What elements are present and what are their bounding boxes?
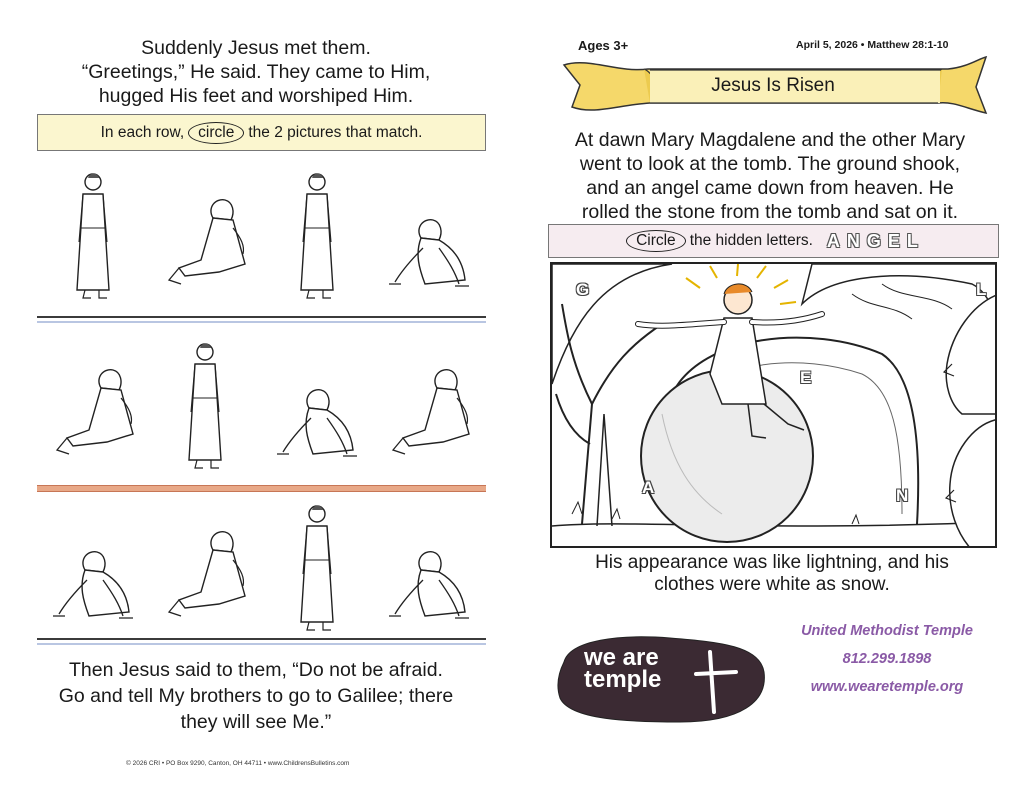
verse-top bbox=[30, 36, 482, 108]
figure-standing bbox=[301, 506, 333, 631]
verse-line: “Greetings,” He said. They came to Him, bbox=[81, 61, 431, 83]
verse-right bbox=[548, 128, 992, 224]
verse-line: and an angel came down from heaven. He bbox=[586, 177, 954, 199]
verse-line: they will see Me.” bbox=[180, 711, 332, 733]
verse-line: At dawn Mary Magdalene and the other Mary bbox=[574, 129, 966, 151]
copyright-notice: © 2026 CRI • PO Box 9290, Canton, OH 44711 • www.ChildrensBulletins.com bbox=[126, 760, 350, 767]
caption-line: clothes were white as snow. bbox=[654, 574, 890, 595]
row-divider bbox=[37, 316, 486, 323]
church-phone: 812.299.1898 bbox=[842, 651, 932, 667]
verse-line: Then Jesus said to them, “Do not be afraid. bbox=[69, 659, 443, 681]
title: Jesus Is Risen bbox=[711, 75, 835, 96]
verse-line: rolled the stone from the tomb and sat on it. bbox=[581, 201, 959, 223]
figure-standing bbox=[77, 174, 109, 299]
figure-standing bbox=[301, 174, 333, 299]
row-figures bbox=[37, 160, 486, 310]
row-figures bbox=[37, 330, 486, 480]
logo-line: temple bbox=[584, 666, 662, 693]
hidden-letter: L bbox=[976, 280, 987, 299]
church-name: United Methodist Temple bbox=[801, 623, 973, 639]
row-divider bbox=[37, 638, 486, 645]
ages-label: Ages 3+ bbox=[578, 38, 629, 53]
circle-word: circle bbox=[188, 122, 244, 144]
verse-line: Suddenly Jesus met them. bbox=[141, 37, 371, 59]
date-reference: April 5, 2026 • Matthew 28:1-10 bbox=[796, 39, 949, 51]
right-page bbox=[512, 0, 1024, 791]
instruction-before: In each row, bbox=[100, 123, 185, 141]
verse-line: went to look at the tomb. The ground shook, bbox=[579, 153, 961, 175]
circle-word: Circle bbox=[626, 230, 686, 252]
caption-line: His appearance was like lightning, and his bbox=[595, 552, 949, 573]
match-row-1 bbox=[37, 160, 486, 310]
instruction-after: the hidden letters. bbox=[689, 232, 813, 249]
target-letters: ANGEL bbox=[826, 230, 925, 251]
figure-kneeling bbox=[169, 200, 245, 284]
figure-bowing bbox=[389, 220, 469, 286]
hidden-letters-box bbox=[548, 224, 999, 258]
logo-line: we are bbox=[584, 644, 659, 671]
figure-kneeling bbox=[393, 370, 469, 454]
logo-text bbox=[584, 644, 662, 693]
figure-standing bbox=[189, 344, 221, 469]
verse-line: Go and tell My brothers to go to Galilee; there bbox=[58, 685, 454, 707]
row-divider bbox=[37, 485, 486, 492]
row-figures bbox=[37, 492, 486, 642]
angel-tomb-illustration bbox=[550, 262, 997, 548]
scene-caption bbox=[548, 552, 996, 596]
hidden-letter: A bbox=[642, 478, 655, 497]
hidden-letter: G bbox=[576, 280, 590, 299]
figure-kneeling bbox=[169, 532, 245, 616]
church-website: www.wearetemple.org bbox=[810, 679, 964, 695]
hidden-letter: N bbox=[896, 486, 909, 505]
match-instruction-box bbox=[37, 114, 486, 151]
match-row-2 bbox=[37, 330, 486, 480]
tomb-scene-drawing bbox=[552, 264, 997, 548]
figure-bowing bbox=[53, 552, 133, 618]
instruction-after: the 2 pictures that match. bbox=[248, 123, 423, 141]
match-row-3 bbox=[37, 492, 486, 642]
verse-line: hugged His feet and worshiped Him. bbox=[98, 85, 414, 107]
figure-kneeling bbox=[57, 370, 133, 454]
figure-bowing bbox=[389, 552, 469, 618]
verse-bottom bbox=[22, 657, 490, 735]
hidden-letter: E bbox=[800, 368, 812, 387]
figure-bowing bbox=[277, 390, 357, 456]
